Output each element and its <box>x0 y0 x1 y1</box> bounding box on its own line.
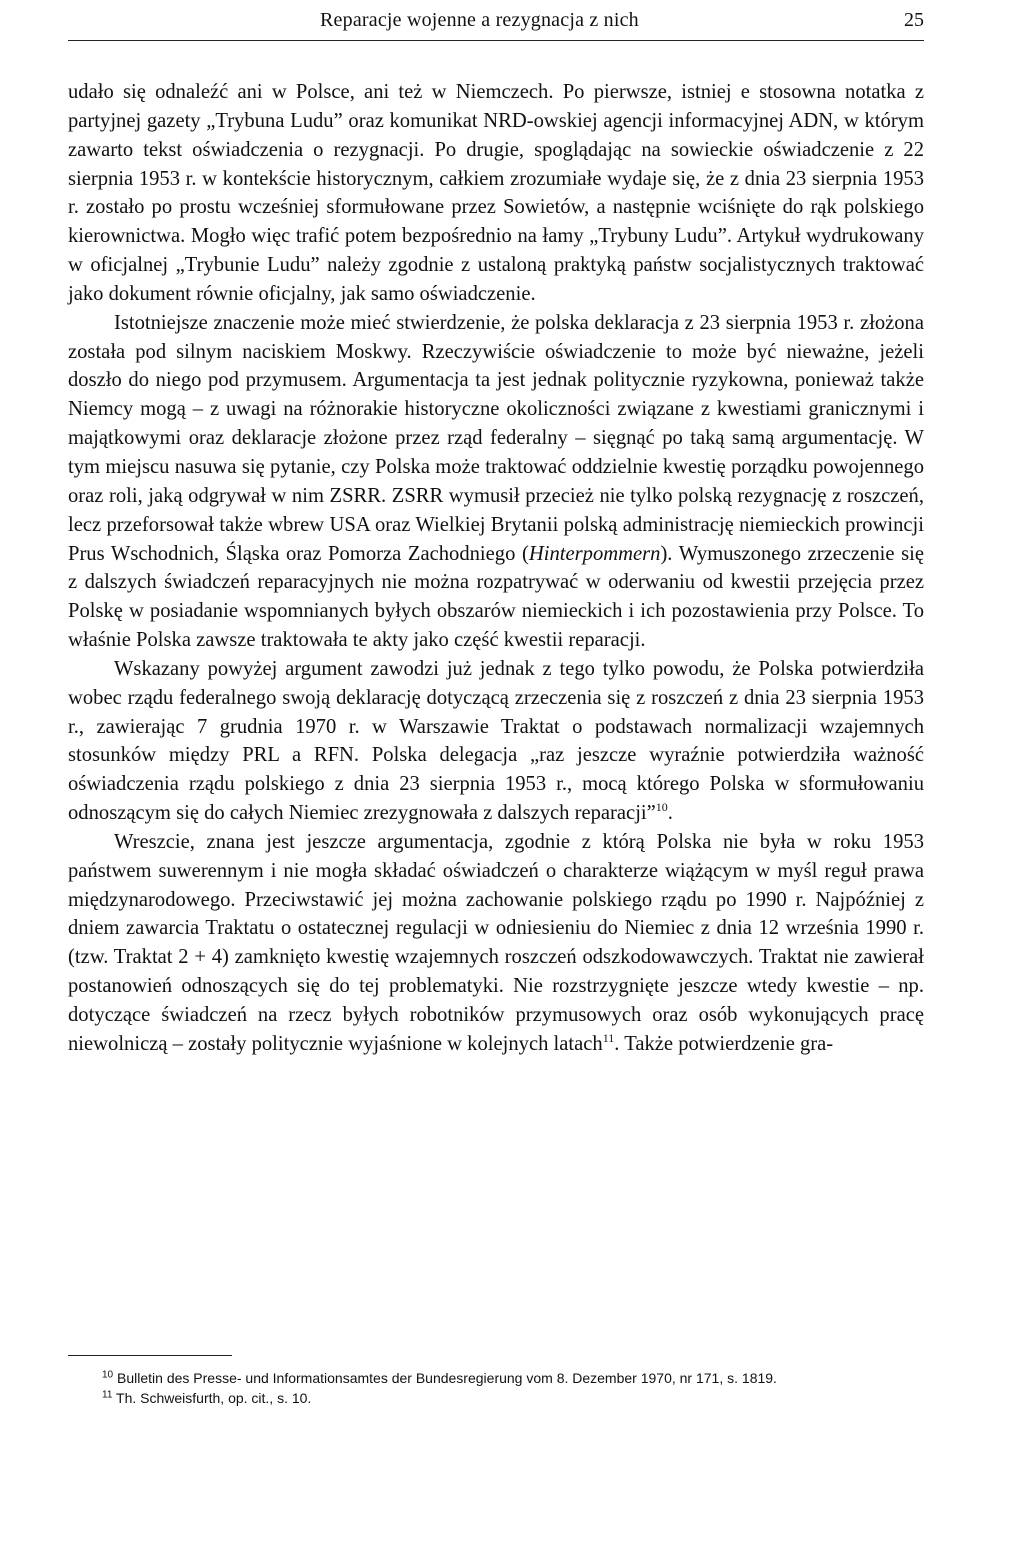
footnote-number: 10 <box>102 1369 114 1381</box>
italic-term: Hinterpommern <box>528 542 661 565</box>
paragraph <box>68 655 924 828</box>
footnote-text: Th. Schweisfurth, op. cit., s. 10. <box>112 1390 312 1406</box>
body-text <box>68 78 924 1059</box>
footnote <box>68 1388 924 1408</box>
page-number: 25 <box>904 9 924 31</box>
paragraph-text: udało się odnaleźć ani w Polsce, ani też w Niemczech. Po pierwsze, istniej e stosowna notatka z partyjnej gazety „Trybuna Ludu” oraz komunikat NRD-owskiej agencji informacyjnej ADN, w którym zawarto tekst oświadczenia o rezygnacji. Po drugie, spoglądając na sowieckie oświadczenie z 22 sierpnia 1953 r. w kontekście historycznym, całkiem zrozumiałe wydaje się, że z dnia 23 sierpnia 1953 r. zostało po prostu wcześniej sformułowane przez Sowietów, a następnie wciśnięte do rąk polskiego kierownictwa. Mogło więc trafić potem bezpośrednio na łamy „Trybuny Ludu”. Artykuł wydrukowany w oficjalnej „Trybunie Ludu” należy zgodnie z ustaloną praktyką państw socjalistycznych traktować jako dokument równie oficjalny, jak samo oświadczenie. <box>68 81 924 305</box>
book-page <box>68 0 924 1406</box>
paragraph-text: ). Wymuszonego zrzeczenie się z dalszych świadczeń reparacyjnych nie można rozpatrywać w oderwaniu od kwestii przejęcia przez Polskę w posiadanie wspomnianych byłych obszarów niemieckich i ich pozostawienia przy Polsce. To właśnie Polska zawsze traktowała te akty jako część kwestii reparacji. <box>68 542 924 652</box>
footnote-reference: 10 <box>655 800 668 815</box>
footnote-reference: 11 <box>602 1030 615 1045</box>
paragraph <box>68 828 924 1059</box>
paragraph-text: Wskazany powyżej argument zawodzi już jednak z tego tylko powodu, że Polska potwierdziła wobec rządu federalnego swoją deklarację dotyczącą zrzeczenia się z roszczeń z dnia 23 sierpnia 1953 r., zawierając 7 grudnia 1970 r. w Warszawie Traktat o podstawach normalizacji wzajemnych stosunków między PRL a RFN. Polska delegacja „raz jeszcze wyraźnie potwierdziła ważność oświadczenia rządu polskiego z dnia 23 sierpnia 1953 r., mocą którego Polska w sformułowaniu odnoszącym się do całych Niemiec zrezygnowała z dalszych reparacji” <box>68 657 924 825</box>
footnote <box>68 1368 924 1388</box>
paragraph-text: Wreszcie, znana jest jeszcze argumentacja, zgodnie z którą Polska nie była w roku 1953 państwem suwerennym i nie mogła składać oświadczeń o charakterze wiążącym w myśl reguł prawa międzynarodowego. Przeciwstawić jej można zachowanie polskiego rządu po 1990 r. Najpóźniej z dniem zawarcia Traktatu o ostatecznej regulacji w odniesieniu do Niemiec z dnia 12 września 1990 r. (tzw. Traktat 2 + 4) zamknięto kwestię wzajemnych roszczeń odszkodowawczych. Traktat nie zawierał postanowień odnoszących się do tej problematyki. Nie rozstrzygnięte jeszcze wtedy kwestie – np. dotyczące świadczeń na rzecz byłych robotników przymusowych oraz osób wykonujących pracę niewolniczą – zostały politycznie wyjaśnione w kolejnych latach <box>68 830 924 1055</box>
running-header <box>68 0 924 41</box>
paragraph-text: . <box>667 802 673 825</box>
paragraph <box>68 78 924 309</box>
footnotes <box>68 1368 924 1408</box>
paragraph-text: . Także potwierdzenie gra- <box>614 1032 834 1055</box>
footnote-separator <box>68 1355 232 1356</box>
paragraph <box>68 309 924 655</box>
paragraph-text: Istotniejsze znaczenie może mieć stwierdzenie, że polska deklaracja z 23 sierpnia 1953 r. złożona została pod silnym naciskiem Moskwy. Rzeczywiście oświadczenie to może być nieważne, jeżeli doszło do niego pod przymusem. Argumentacja ta jest jednak politycznie ryzykowna, ponieważ także Niemcy mogą – z uwagi na różnorakie historyczne okoliczności związane z kwestiami granicznymi i majątkowymi oraz deklaracje złożone przez rząd federalny – sięgnąć po taką samą argumentację. W tym miejscu nasuwa się pytanie, czy Polska może traktować oddzielnie kwestię porządku powojennego oraz roli, jaką odgrywał w nim ZSRR. ZSRR wymusił przecież nie tylko polską rezygnację z roszczeń, lecz przeforsował także wbrew USA oraz Wielkiej Brytanii polską administrację niemieckich prowincji Prus Wschodnich, Śląska oraz Pomorza Zachodniego ( <box>68 311 924 565</box>
footnote-text: Bulletin des Presse- und Informationsamtes der Bundesregierung vom 8. Dezember 1970, nr 171, s. 1819. <box>113 1370 777 1386</box>
running-title: Reparacje wojenne a rezygnacja z nich <box>320 9 639 31</box>
footnote-number: 11 <box>102 1389 113 1401</box>
